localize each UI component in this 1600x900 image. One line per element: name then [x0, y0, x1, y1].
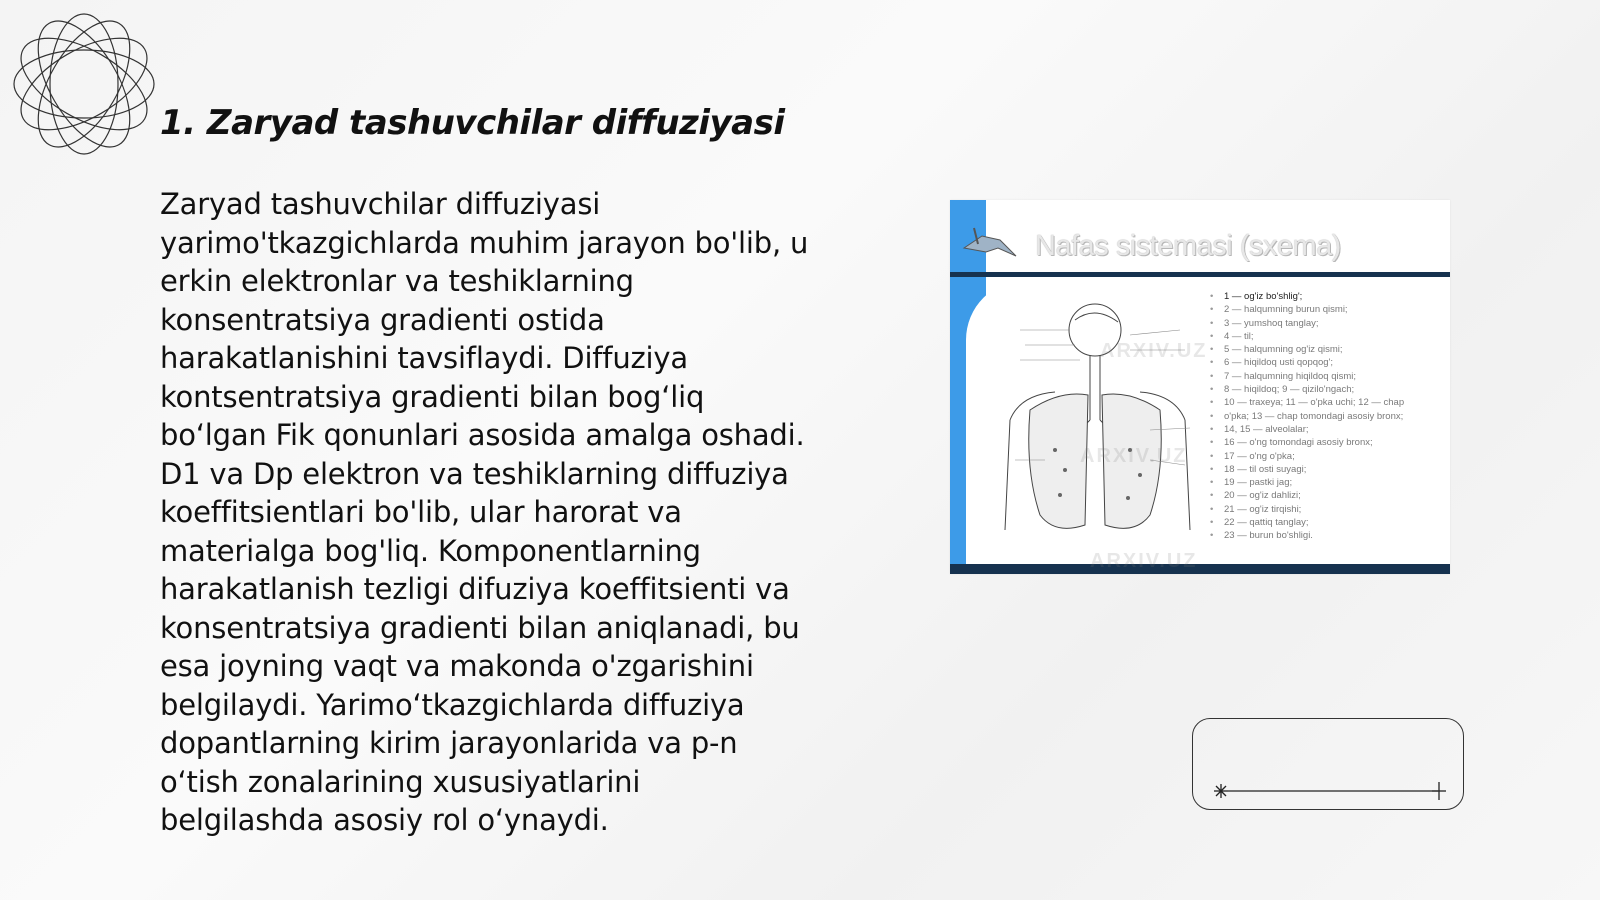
- legend-item: • 5 — halqumning og'iz qismi;: [1210, 343, 1445, 356]
- diagram-header-rule: [950, 272, 1450, 277]
- diagram-legend: [1210, 290, 1445, 543]
- body-text-line: kontsentratsiya gradienti bilan bog‘liq: [160, 379, 705, 414]
- body-text: [160, 185, 850, 840]
- watermark: ARXIV.UZ: [1100, 340, 1208, 362]
- watermark: ARXIV.UZ: [1080, 445, 1188, 467]
- body-text-line: o‘tish zonalarining xususiyatlarini: [160, 764, 641, 799]
- bird-logo-icon: [960, 218, 1020, 264]
- legend-item: • 8 — hiqildoq; 9 — qizilo'ngach;: [1210, 383, 1445, 396]
- legend-item: • 2 — halqumning burun qismi;: [1210, 303, 1445, 316]
- body-text-line: erkin elektronlar va teshiklarning: [160, 264, 634, 298]
- legend-item: • 16 — o'ng tomondagi asosiy bronx;: [1210, 436, 1445, 449]
- body-text-line: dopantlarning kirim jarayonlarida va p-n: [160, 726, 738, 760]
- body-text-line: konsentratsiya gradienti bilan aniqlanadi, bu: [160, 610, 800, 645]
- legend-item: • 18 — til osti suyagi;: [1210, 463, 1445, 476]
- legend-item: • 17 — o'ng o'pka;: [1210, 450, 1445, 463]
- lungs-illustration: [1000, 300, 1200, 545]
- legend-item: • 23 — burun bo'shligi.: [1210, 529, 1445, 542]
- body-text-line: esa joyning vaqt va makonda o'zgarishini: [160, 649, 754, 683]
- body-text-line: belgilaydi. Yarimo‘tkazgichlarda diffuziya: [160, 687, 745, 722]
- diagram-title: Nafas sistemasi (sxema): [1035, 230, 1341, 262]
- star-cross-icon: [1432, 782, 1446, 800]
- respiratory-diagram-image: [950, 200, 1450, 574]
- orbit-rings-decoration: [10, 10, 158, 158]
- legend-item: • 7 — halqumning hiqildoq qismi;: [1210, 370, 1445, 383]
- legend-item: • 6 — hiqildoq usti qopqog';: [1210, 356, 1445, 369]
- watermark: ARXIV.UZ: [1090, 550, 1198, 572]
- slide-title: 1. Zaryad tashuvchilar diffuziyasi: [160, 103, 785, 143]
- legend-item: • o'pka; 13 — chap tomondagi asosiy bronx;: [1210, 410, 1445, 423]
- body-text-line: bo‘lgan Fik qonunlari asosida amalga oshadi.: [160, 418, 805, 452]
- sparkle-icon: [1214, 784, 1228, 798]
- diagram-footer-rule: [950, 564, 1450, 574]
- body-text-line: yarimo'tkazgichlarda muhim jarayon bo'lib, u: [160, 225, 809, 260]
- body-text-line: materialga bog'liq. Komponentlarning: [160, 533, 701, 568]
- legend-item: • 22 — qattiq tanglay;: [1210, 516, 1445, 529]
- body-text-line: D1 va Dp elektron va teshiklarning diffuziya: [160, 456, 789, 491]
- body-text-line: Zaryad tashuvchilar diffuziyasi: [160, 187, 601, 221]
- legend-item: • 20 — og'iz dahlizi;: [1210, 489, 1445, 502]
- legend-item: • 4 — til;: [1210, 330, 1445, 343]
- legend-item: • 10 — traxeya; 11 — o'pka uchi; 12 — chap: [1210, 396, 1445, 409]
- legend-item: • 21 — og'iz tirqishi;: [1210, 503, 1445, 516]
- legend-item: • 19 — pastki jag;: [1210, 476, 1445, 489]
- decorative-line: [1212, 782, 1448, 800]
- body-text-line: harakatlanishini tavsiflaydi. Diffuziya: [160, 341, 688, 375]
- legend-item: • 1 — og'iz bo'shlig';: [1210, 290, 1445, 303]
- body-text-line: konsentratsiya gradienti ostida: [160, 302, 605, 337]
- legend-item: • 14, 15 — alveolalar;: [1210, 423, 1445, 436]
- body-text-line: harakatlanish tezligi difuziya koeffitsienti va: [160, 572, 790, 606]
- body-text-line: koeffitsientlari bo'lib, ular harorat va: [160, 495, 682, 529]
- body-text-line: belgilashda asosiy rol o‘ynaydi.: [160, 803, 609, 837]
- legend-item: • 3 — yumshoq tanglay;: [1210, 317, 1445, 330]
